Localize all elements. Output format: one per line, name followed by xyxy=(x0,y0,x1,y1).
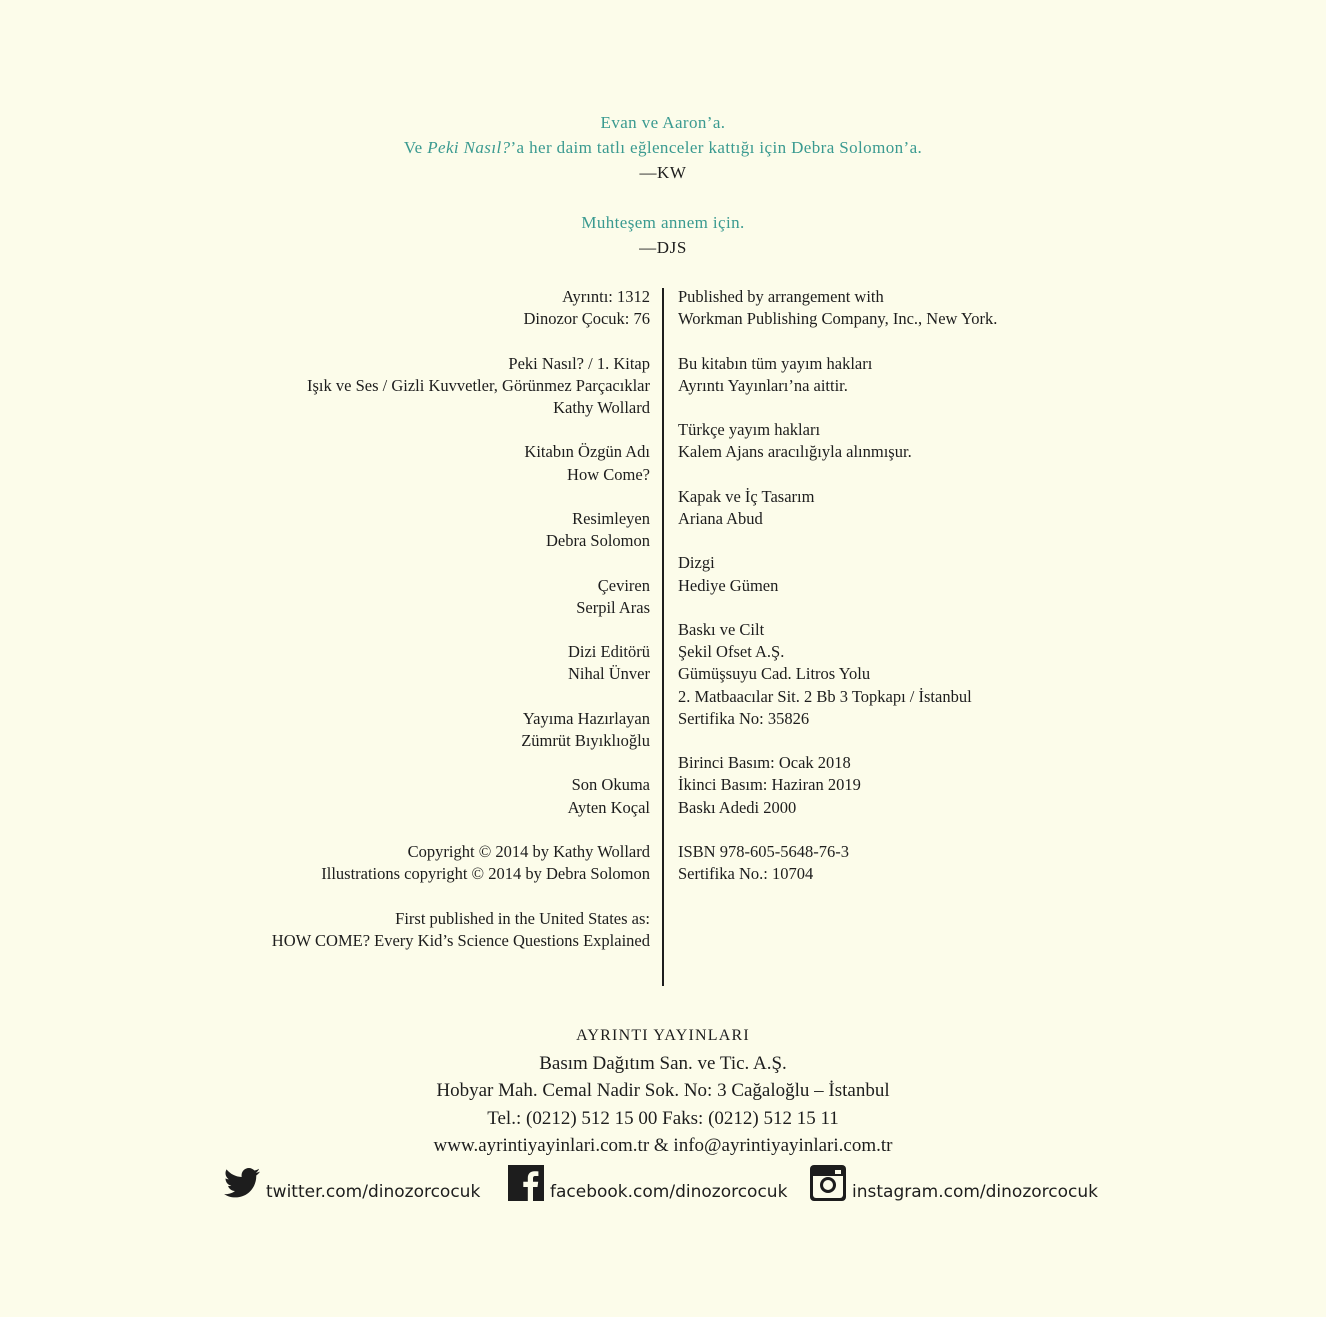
credit-left-block xyxy=(130,641,650,685)
credit-left-line: Zümrüt Bıyıklıoğlu xyxy=(521,730,650,750)
credit-left-block xyxy=(130,575,650,619)
credit-right-line: Birinci Basım: Ocak 2018 xyxy=(678,753,851,773)
social-instagram[interactable] xyxy=(810,1165,1098,1205)
credit-right-line: Ayrıntı Yayınları’na aittir. xyxy=(678,375,848,395)
credit-right-block xyxy=(678,286,1158,330)
credit-right-line: Bu kitabın tüm yayım hakları xyxy=(678,353,873,373)
social-twitter[interactable] xyxy=(224,1165,480,1205)
credit-right-line: Kapak ve İç Tasarım xyxy=(678,486,815,506)
credit-left-block xyxy=(130,708,650,752)
credit-left-block xyxy=(130,353,650,420)
dedication-signature-djs: —DJS xyxy=(639,238,687,257)
credits-left-column xyxy=(130,286,650,974)
publisher-company: Basım Dağıtım San. ve Tic. A.Ş. xyxy=(539,1052,787,1074)
credit-left-line: Ayten Koçal xyxy=(567,797,650,817)
credit-left-line: Çeviren xyxy=(597,575,650,595)
credit-left-block xyxy=(130,286,650,330)
credit-right-line: Hediye Gümen xyxy=(678,575,779,595)
credit-right-line: Gümüşsuyu Cad. Litros Yolu xyxy=(678,664,871,684)
credit-left-block xyxy=(130,441,650,485)
credit-right-line: Baskı Adedi 2000 xyxy=(678,797,797,817)
credit-right-block xyxy=(678,752,1158,819)
credit-left-line: How Come? xyxy=(567,464,650,484)
dedication-line-3: Muhteşem annem için. xyxy=(581,213,745,232)
dedication-book-title: Peki Nasıl? xyxy=(427,138,511,157)
credit-left-line: First published in the United States as: xyxy=(395,908,650,928)
credit-left-line: Resimleyen xyxy=(572,508,650,528)
credit-right-block xyxy=(678,419,1158,463)
dedication-line-2 xyxy=(0,135,1326,160)
publisher-name: AYRINTI YAYINLARI xyxy=(576,1027,750,1044)
credit-left-line: Debra Solomon xyxy=(545,531,650,551)
credit-right-block xyxy=(678,619,1158,730)
twitter-icon xyxy=(224,1167,260,1204)
credit-left-block xyxy=(130,908,650,952)
credit-right-line: 2. Matbaacılar Sit. 2 Bb 3 Topkapı / İstanbul xyxy=(678,686,972,706)
facebook-link[interactable]: facebook.com/dinozorcocuk xyxy=(550,1182,788,1202)
credit-left-line: Kitabın Özgün Adı xyxy=(524,442,650,462)
credit-left-line: Serpil Aras xyxy=(576,597,650,617)
credit-left-line: Kathy Wollard xyxy=(553,398,650,417)
dedication-line-2-prefix: Ve xyxy=(403,138,428,157)
credit-right-block xyxy=(678,353,1158,397)
credit-left-block xyxy=(130,841,650,885)
social-facebook[interactable] xyxy=(508,1165,787,1205)
publisher-address: Hobyar Mah. Cemal Nadir Sok. No: 3 Cağaloğlu – İstanbul xyxy=(436,1080,890,1101)
credits-right-column xyxy=(678,286,1158,908)
credit-left-line: Dizi Editörü xyxy=(567,642,650,662)
dedication-signature-kw: —KW xyxy=(639,163,687,182)
publisher-info xyxy=(0,1022,1326,1160)
credit-left-line: Yayıma Hazırlayan xyxy=(522,708,650,728)
credit-left-line: HOW COME? Every Kid’s Science Questions Explained xyxy=(271,930,650,950)
credit-right-block xyxy=(678,841,1158,885)
instagram-link[interactable]: instagram.com/dinozorcocuk xyxy=(852,1182,1098,1202)
publisher-web: www.ayrintiyayinlari.com.tr & info@ayrintiyayinlari.com.tr xyxy=(433,1135,893,1156)
credit-left-line: Illustrations copyright © 2014 by Debra Solomon xyxy=(321,864,650,884)
facebook-icon xyxy=(508,1165,544,1206)
credit-right-line: Şekil Ofset A.Ş. xyxy=(678,642,785,662)
twitter-link[interactable]: twitter.com/dinozorcocuk xyxy=(266,1182,481,1202)
credit-right-line: Türkçe yayım hakları xyxy=(678,420,821,440)
social-links xyxy=(0,1165,1326,1205)
credit-left-block xyxy=(130,774,650,818)
column-divider xyxy=(662,288,664,986)
credit-right-line: Sertifika No.: 10704 xyxy=(678,864,814,884)
credit-right-line: Workman Publishing Company, Inc., New York. xyxy=(678,309,998,329)
credit-right-line: İkinci Basım: Haziran 2019 xyxy=(678,775,861,795)
credit-left-line: Dinozor Çocuk: 76 xyxy=(523,309,650,329)
credit-left-line: Nihal Ünver xyxy=(567,664,650,684)
credit-right-block xyxy=(678,486,1158,530)
credit-left-line: Peki Nasıl? / 1. Kitap xyxy=(508,353,650,373)
credit-right-line: ISBN 978-605-5648-76-3 xyxy=(678,841,849,861)
credit-left-block xyxy=(130,508,650,552)
dedication xyxy=(0,110,1326,260)
credit-left-line: Işık ve Ses / Gizli Kuvvetler, Görünmez Parçacıklar xyxy=(307,375,650,395)
credit-right-line: Dizgi xyxy=(678,553,715,573)
credit-right-line: Sertifika No: 35826 xyxy=(678,708,810,728)
credit-right-line: Baskı ve Cilt xyxy=(678,619,765,639)
credit-left-line: Ayrıntı: 1312 xyxy=(562,287,650,306)
credit-right-line: Published by arrangement with xyxy=(678,287,884,306)
credit-left-line: Copyright © 2014 by Kathy Wollard xyxy=(407,841,650,861)
credit-right-line: Ariana Abud xyxy=(678,508,763,528)
instagram-icon xyxy=(810,1165,846,1206)
credit-right-line: Kalem Ajans aracılığıyla alınmışur. xyxy=(678,442,912,462)
dedication-line-1: Evan ve Aaron’a. xyxy=(600,113,726,132)
dedication-line-2-suffix: ’a her daim tatlı eğlenceler kattığı için Debra Solomon’a. xyxy=(510,138,923,157)
credit-right-block xyxy=(678,552,1158,596)
credit-left-line: Son Okuma xyxy=(571,775,650,795)
publisher-phone: Tel.: (0212) 512 15 00 Faks: (0212) 512 15 11 xyxy=(487,1107,839,1129)
